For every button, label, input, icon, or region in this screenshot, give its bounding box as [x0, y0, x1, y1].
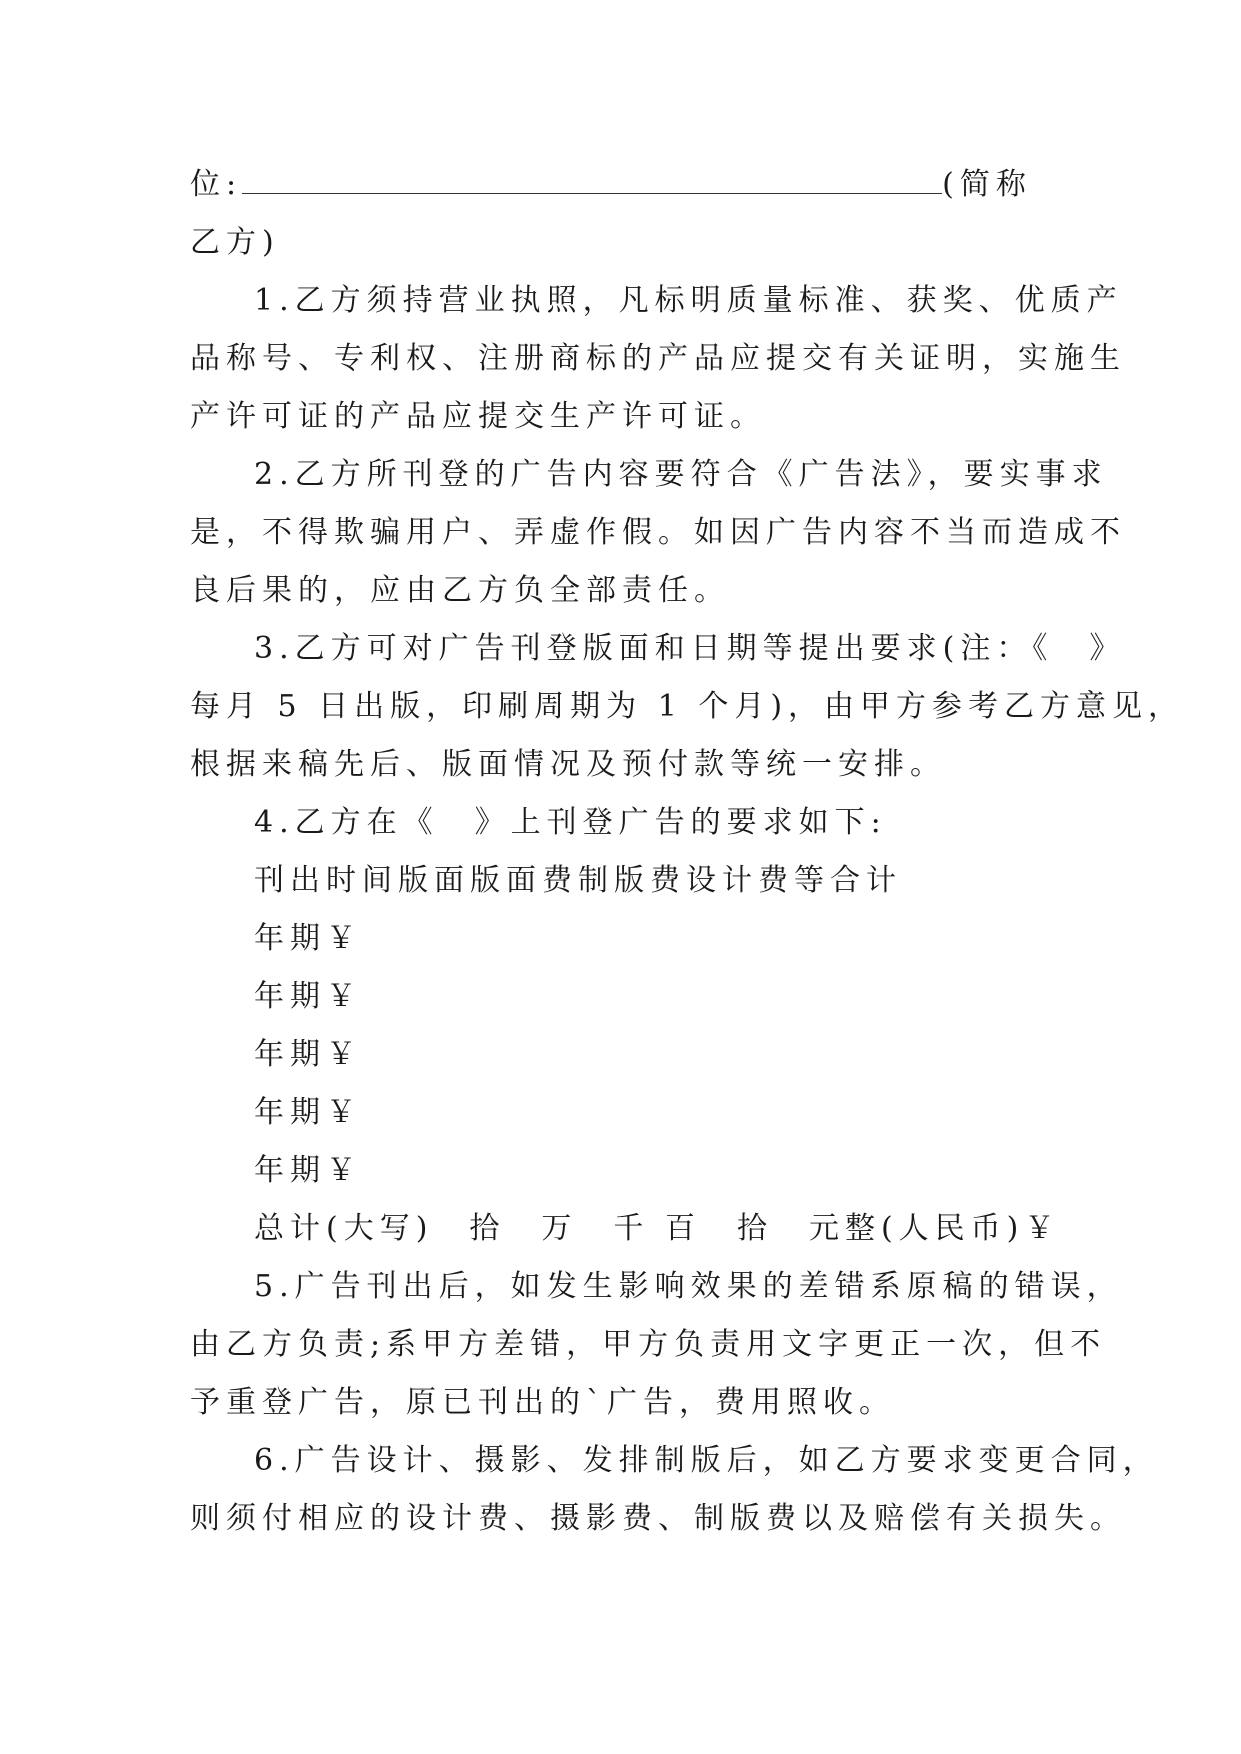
clause-2-line-2: 是，不得欺骗用户、弄虚作假。如因广告内容不当而造成不 — [190, 515, 1126, 550]
contract-page — [190, 156, 1185, 1548]
clause-1-line-2: 品称号、专利权、注册商标的产品应提交有关证明，实施生 — [190, 341, 1126, 376]
ad-table-header: 刊出时间版面版面费制版费设计费等合计 — [254, 863, 902, 898]
clause-6-line-2: 则须付相应的设计费、摄影费、制版费以及赔偿有关损失。 — [190, 1501, 1126, 1536]
clause-3-line-3: 根据来稿先后、版面情况及预付款等统一安排。 — [190, 747, 946, 782]
party-b-label: 位: — [190, 167, 243, 202]
ad-table-row: 年期￥ — [254, 1037, 362, 1072]
ad-table-total: 总计(大写) 拾 万 千 百 拾 元整(人民币)￥ — [254, 1211, 1061, 1246]
ad-table-row: 年期￥ — [254, 1095, 362, 1130]
clause-4-line-1: 4.乙方在《 》上刊登广告的要求如下: — [254, 805, 887, 840]
clause-3-line-2: 每月 5 日出版，印刷周期为 1 个月)，由甲方参考乙方意见， — [190, 689, 1185, 724]
clause-2-line-3: 良后果的，应由乙方负全部责任。 — [190, 573, 730, 608]
clause-5-line-2: 由乙方负责;系甲方差错，甲方负责用文字更正一次，但不 — [190, 1327, 1107, 1362]
ad-table-row: 年期￥ — [254, 1153, 362, 1188]
party-b-blank[interactable] — [242, 163, 942, 194]
clause-5-line-1: 5.广告刊出后，如发生影响效果的差错系原稿的错误， — [254, 1269, 1123, 1304]
ad-table-row: 年期￥ — [254, 921, 362, 956]
party-b-abbrev-label: (简称 — [942, 167, 1032, 202]
party-b-name-line — [190, 156, 1060, 214]
clause-2-line-1: 2.乙方所刊登的广告内容要符合《广告法》，要实事求 — [254, 457, 1108, 492]
ad-table-row: 年期￥ — [254, 979, 362, 1014]
clause-6-line-1: 6.广告设计、摄影、发排制版后，如乙方要求变更合同， — [254, 1443, 1159, 1478]
clause-1-line-1: 1.乙方须持营业执照，凡标明质量标准、获奖、优质产 — [254, 283, 1123, 318]
party-b-abbrev-line: 乙方) — [190, 225, 280, 260]
clause-3-line-1: 3.乙方可对广告刊登版面和日期等提出要求(注：《 》 — [254, 631, 1126, 666]
clause-1-line-3: 产许可证的产品应提交生产许可证。 — [190, 399, 766, 434]
clause-5-line-3: 予重登广告，原已刊出的`广告，费用照收。 — [190, 1385, 895, 1420]
